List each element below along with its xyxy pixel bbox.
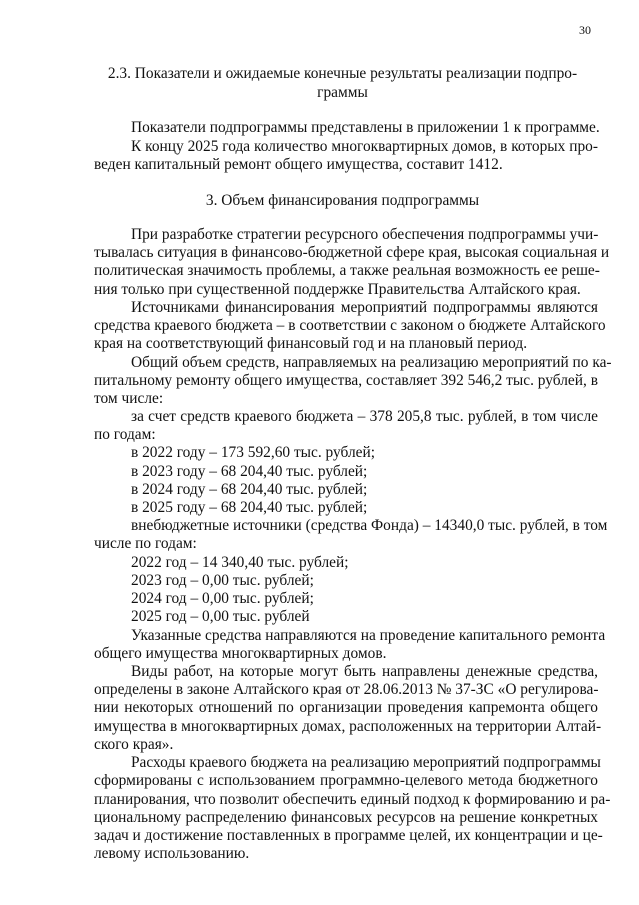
text-line: определены в законе Алтайского края от 28.06.2013 № 37-ЗС «О регулирова-: [94, 681, 599, 698]
text-line: Показатели подпрограммы представлены в приложении 1 к программе.: [131, 119, 600, 136]
section-heading-line-1: 2.3. Показатели и ожидаемые конечные результаты реализации подпро-: [107, 65, 578, 82]
text-line: в 2023 году – 68 204,40 тыс. рублей;: [131, 463, 368, 480]
text-line: в 2025 году – 68 204,40 тыс. рублей;: [131, 499, 368, 516]
text-line: в 2022 году – 173 592,60 тыс. рублей;: [131, 444, 375, 461]
text-line: Источниками финансирования мероприятий подпрограммы являются: [131, 299, 598, 316]
text-line: том числе:: [94, 390, 164, 407]
text-line: планирования, что позволит обеспечить единый подход к формированию и ра-: [94, 791, 611, 808]
text-line: Общий объем средств, направляемых на реализацию мероприятий по ка-: [131, 354, 612, 371]
text-line: за счет средств краевого бюджета – 378 205,8 тыс. рублей, в том числе: [131, 408, 598, 425]
page-number: 30: [579, 23, 591, 37]
text-line: 2024 год – 0,00 тыс. рублей;: [131, 590, 314, 607]
text-line: имущества в многоквартирных домах, расположенных на территории Алтай-: [94, 718, 602, 735]
text-line: политическая значимость проблемы, а также реальная возможность ее реше-: [94, 262, 600, 279]
text-line: сформированы с использованием программно-целевого метода бюджетного: [94, 772, 598, 789]
text-line: Виды работ, на которые могут быть направлены денежные средства,: [131, 663, 598, 680]
text-line: ского края».: [94, 736, 174, 753]
text-line: При разработке стратегии ресурсного обеспечения подпрограммы учи-: [131, 226, 599, 243]
text-line: по годам:: [94, 426, 156, 443]
text-line: числе по годам:: [94, 535, 197, 552]
text-line: внебюджетные источники (средства Фонда) – 14340,0 тыс. рублей, в том: [131, 517, 608, 534]
text-line: К концу 2025 года количество многоквартирных домов, в которых про-: [131, 138, 598, 155]
text-line: Расходы краевого бюджета на реализацию мероприятий подпрограммы: [131, 754, 601, 771]
text-line: левому использованию.: [94, 845, 250, 862]
text-line: Указанные средства направляются на проведение капитального ремонта: [131, 627, 606, 644]
text-line: задач и достижение поставленных в программе целей, их концентрации и це-: [94, 827, 603, 844]
section-heading-line-2: граммы: [317, 84, 368, 101]
text-line: ния только при существенной поддержке Правительства Алтайского края.: [94, 281, 581, 298]
text-line: циональному распределению финансовых ресурсов на решение конкретных: [94, 809, 598, 826]
text-line: в 2024 году – 68 204,40 тыс. рублей;: [131, 481, 368, 498]
section-heading: 3. Объем финансирования подпрограммы: [205, 192, 480, 209]
text-line: средства краевого бюджета – в соответствии с законом о бюджете Алтайского: [94, 317, 606, 334]
text-line: нии некоторых отношений по организации проведения капремонта общего: [94, 699, 598, 716]
text-line: 2022 год – 14 340,40 тыс. рублей;: [131, 554, 349, 571]
text-line: края на соответствующий финансовый год и на плановый период.: [94, 335, 528, 352]
text-line: 2025 год – 0,00 тыс. рублей: [131, 608, 310, 625]
text-line: общего имущества многоквартирных домов.: [94, 645, 387, 662]
text-line: тывалась ситуация в финансово-бюджетной сфере края, высокая социальная и: [94, 244, 610, 261]
text-line: веден капитальный ремонт общего имущества, составит 1412.: [94, 156, 503, 173]
text-line: 2023 год – 0,00 тыс. рублей;: [131, 572, 314, 589]
text-line: питальному ремонту общего имущества, составляет 392 546,2 тыс. рублей, в: [94, 372, 598, 389]
